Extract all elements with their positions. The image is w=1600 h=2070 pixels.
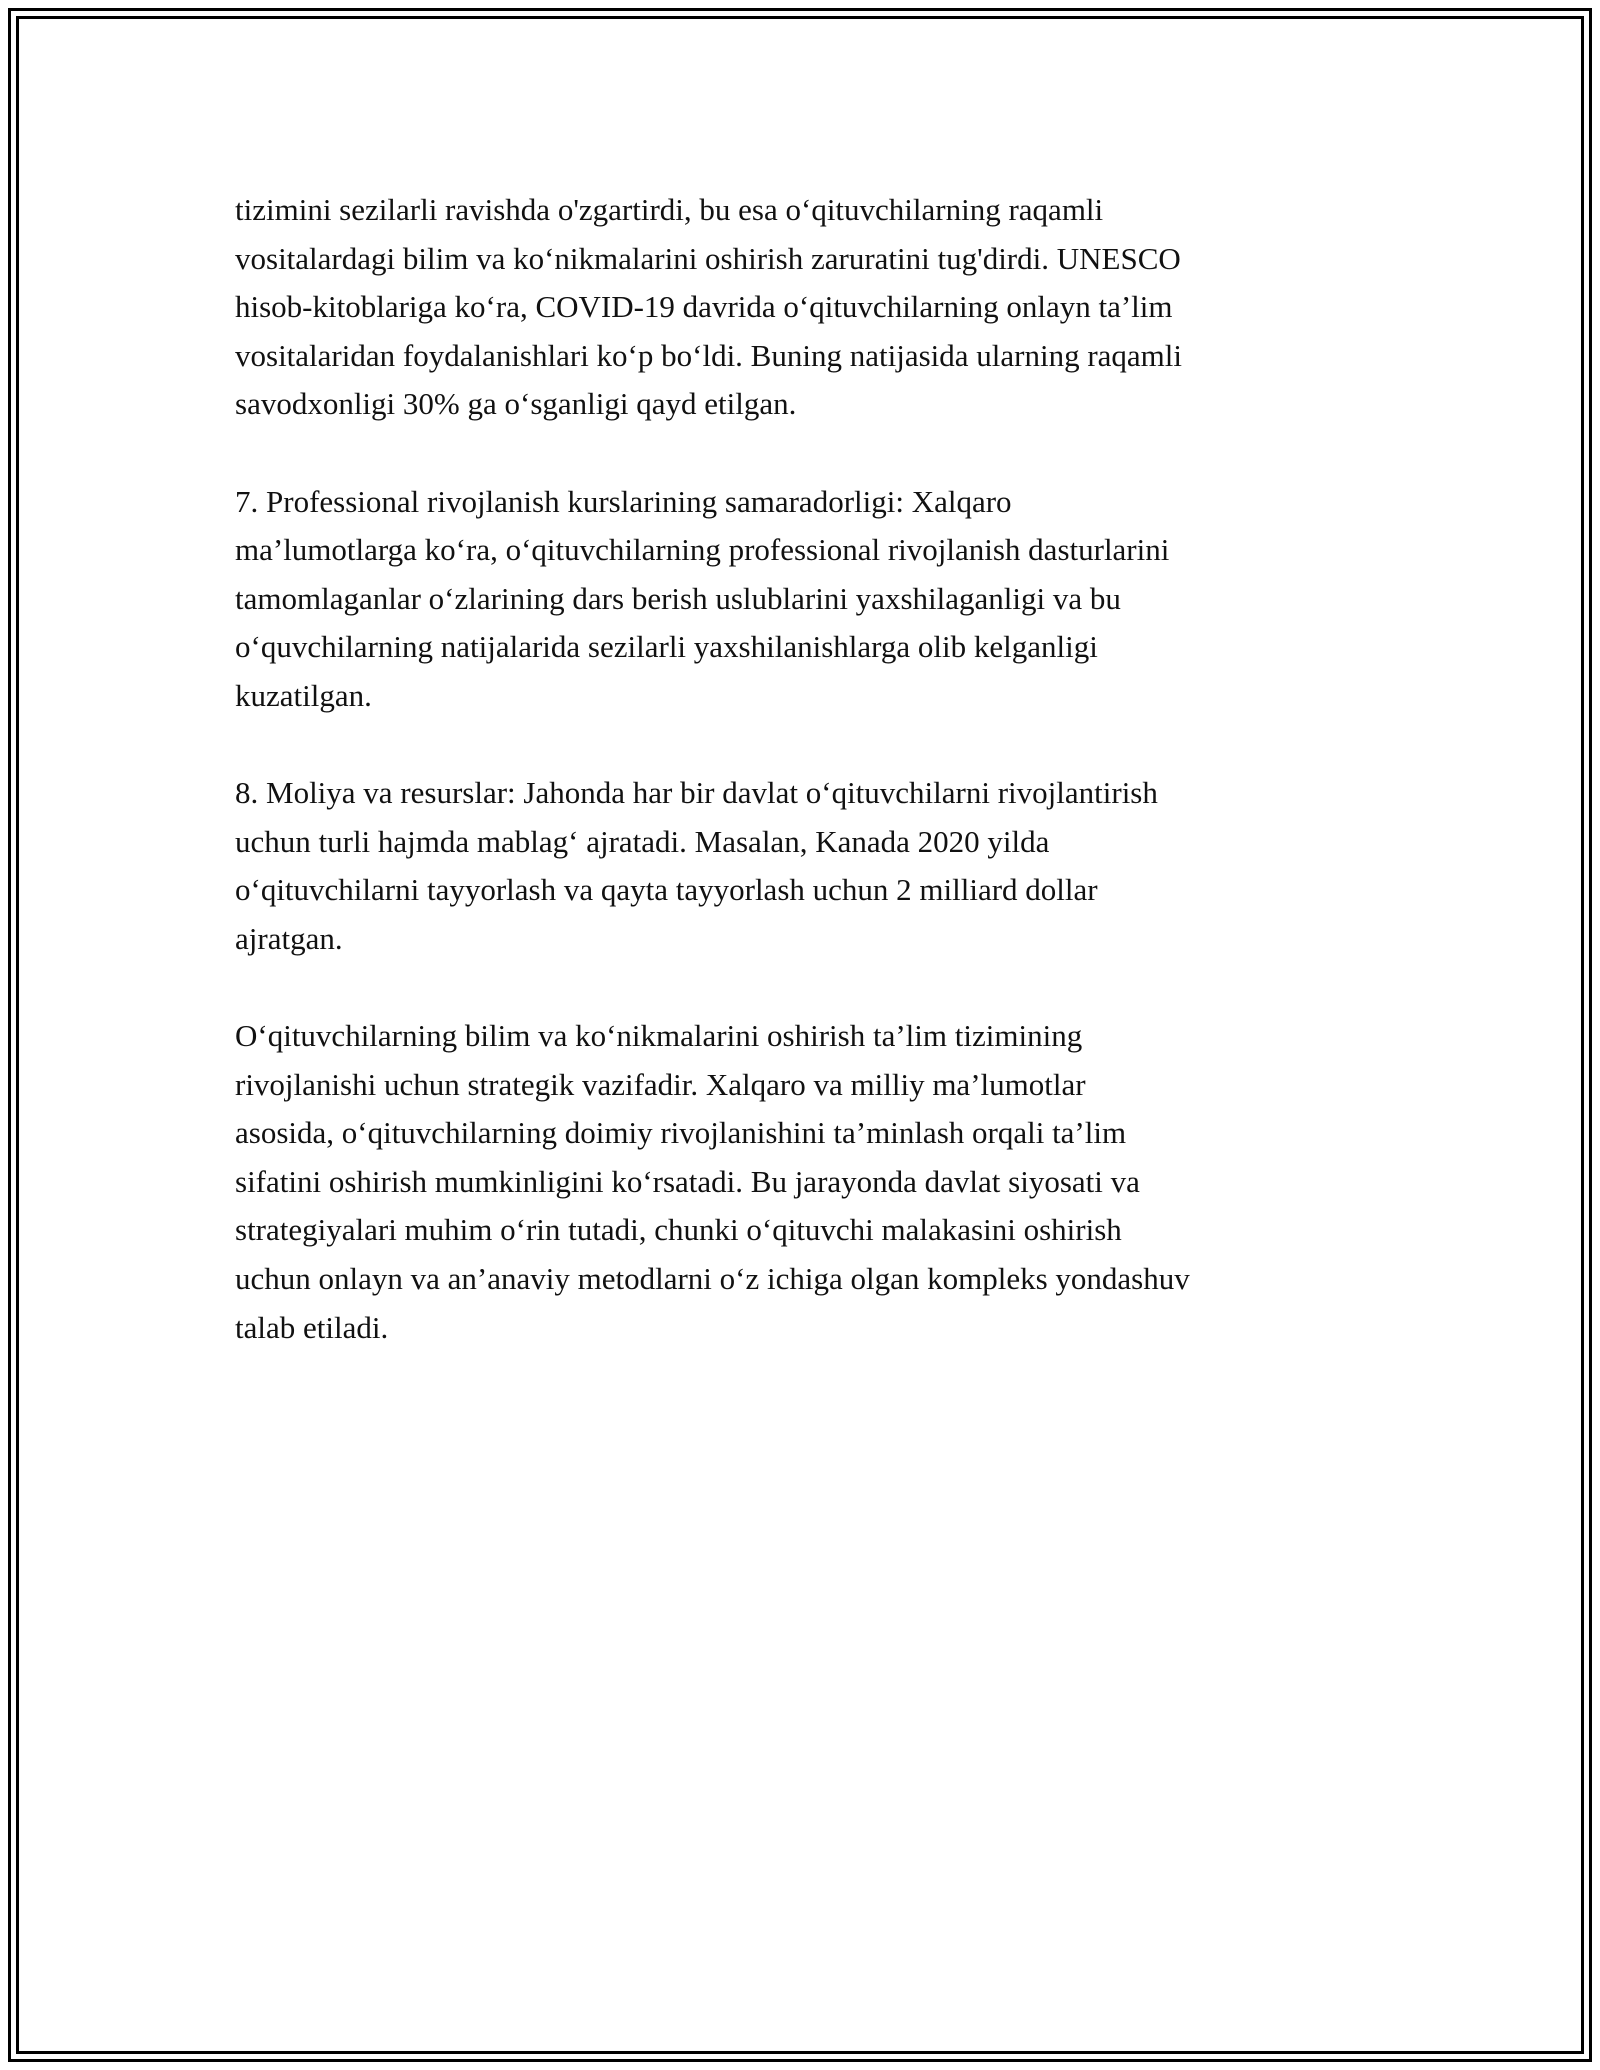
paragraph-finance-resources: 8. Moliya va resurslar: Jahonda har bir davlat o‘qituvchilarni rivojlantirish uchun turli hajmda mablag‘ ajratadi. Masalan, Kanada 2020 yilda o‘qituvchilarni tayyorlash va qayta tayyorlash uchun 2 milliard dollar ajratgan.	[235, 775, 1158, 956]
paragraph-conclusion: O‘qituvchilarning bilim va ko‘nikmalarini oshirish ta’lim tizimining rivojlanishi uchun strategik vazifadir. Xalqaro va milliy ma’lumotlar asosida, o‘qituvchilarning doimiy rivojlanishini ta’minlash orqali ta’lim sifatini oshirish mumkinligini ko‘rsatadi. Bu jarayonda davlat siyosati va strategiyalari muhim o‘rin tutadi, chunki o‘qituvchi malakasini oshirish uchun onlayn va an’anaviy metodlarni o‘z ichiga olgan kompleks yondashuv talab etiladi.	[235, 1018, 1190, 1345]
document-body	[235, 186, 1380, 1401]
paragraph-professional-development: 7. Professional rivojlanish kurslarining samaradorligi: Xalqaro ma’lumotlarga ko‘ra, o‘qituvchilarning professional rivojlanish dasturlarini tamomlaganlar o‘zlarining dars berish uslublarini yaxshilaganligi va bu o‘quvchilarning natijalarida sezilarli yaxshilanishlarga olib kelganligi kuzatilgan.	[235, 483, 1170, 713]
paragraph-digital-literacy: tizimini sezilarli ravishda o'zgartirdi, bu esa o‘qituvchilarning raqamli vositalardagi bilim va ko‘nikmalarini oshirish zaruratini tug'dirdi. UNESCO hisob-kitoblariga ko‘ra, COVID-19 davrida o‘qituvchilarning onlayn ta’lim vositalaridan foydalanishlari ko‘p bo‘ldi. Buning natijasida ularning raqamli savodxonligi 30% ga o‘sganligi qayd etilgan.	[235, 192, 1182, 422]
